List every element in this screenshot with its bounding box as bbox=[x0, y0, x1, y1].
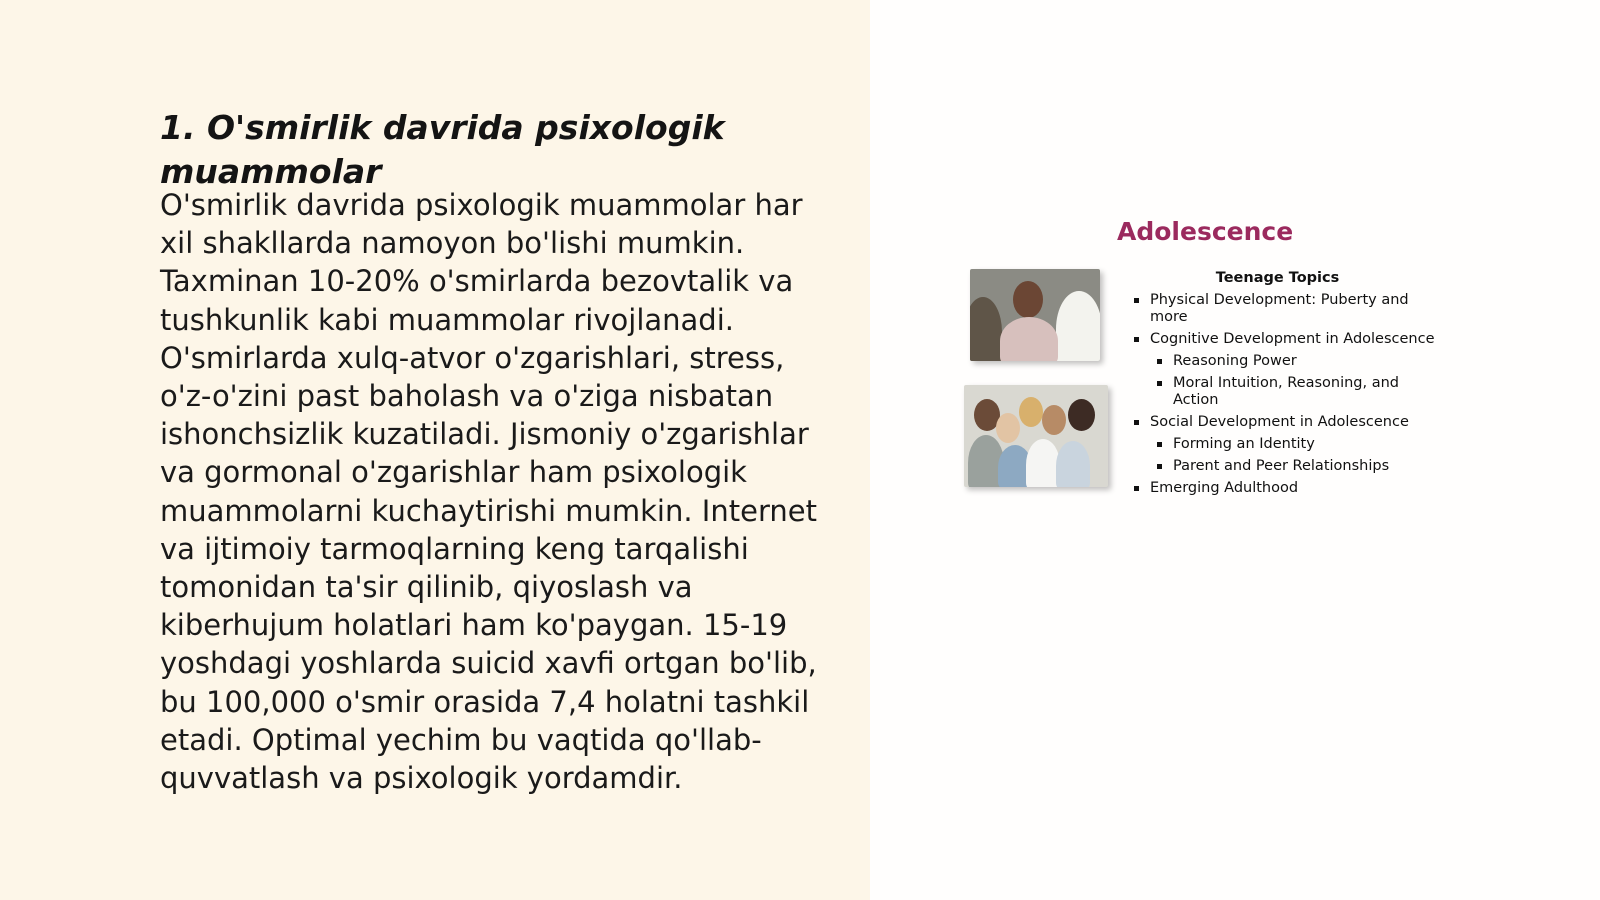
topic-item bbox=[1128, 292, 1443, 326]
square-bullet-icon bbox=[1134, 337, 1139, 342]
topics-list bbox=[1128, 292, 1443, 502]
square-bullet-icon bbox=[1157, 359, 1162, 364]
teen-girl-photo bbox=[970, 269, 1100, 361]
subtopic-item bbox=[1128, 375, 1443, 409]
slide-body-text: O'smirlik davrida psixologik muammolar har xil shakllarda namoyon bo'lishi mumkin. Taxminan 10-20% o'smirlarda bezovtalik va tushkunlik kabi muammolar rivojlanadi. O'smirlarda xulq-atvor o'zgarishlari, stress, o'z-o'zini past baholash va o'ziga nisbatan ishonchsizlik kuzatiladi. Jismoniy o'zgarishlar va gormonal o'zgarishlar ham psixologik muammolarni kuchaytirishi mumkin. Internet va ijtimoiy tarmoqlarning keng tarqalishi tomonidan ta'sir qilinib, qiyoslash va kiberhujum holatlari ham ko'paygan. 15-19 yoshdagi yoshlarda suicid xavfi ortgan bo'lib, bu 100,000 o'smir orasida 7,4 holatni tashkil etadi. Optimal yechim bu vaqtida qo'llab-quvvatlash va psixologik yordamdir. bbox=[160, 188, 817, 796]
topic-label: Cognitive Development in Adolescence bbox=[1150, 331, 1435, 347]
square-bullet-icon bbox=[1157, 442, 1162, 447]
subtopic-item bbox=[1128, 458, 1443, 475]
topic-item bbox=[1128, 480, 1443, 497]
embedded-slide-image bbox=[950, 205, 1450, 535]
subtopic-item bbox=[1128, 353, 1443, 370]
topic-label: Emerging Adulthood bbox=[1150, 480, 1299, 496]
embedded-slide-title: Adolescence bbox=[1117, 217, 1294, 246]
subtopic-label: Reasoning Power bbox=[1173, 353, 1297, 369]
square-bullet-icon bbox=[1134, 298, 1139, 303]
subtopic-item bbox=[1128, 436, 1443, 453]
topic-item bbox=[1128, 414, 1443, 431]
square-bullet-icon bbox=[1134, 486, 1139, 491]
topic-label: Physical Development: Puberty and more bbox=[1150, 292, 1409, 325]
slide-title: 1. O'smirlik davrida psixologik muammolar bbox=[160, 108, 725, 191]
subtopic-label: Forming an Identity bbox=[1173, 436, 1315, 452]
square-bullet-icon bbox=[1157, 381, 1162, 386]
square-bullet-icon bbox=[1134, 420, 1139, 425]
topics-heading: Teenage Topics bbox=[1215, 270, 1340, 286]
topic-label: Social Development in Adolescence bbox=[1150, 414, 1409, 430]
square-bullet-icon bbox=[1157, 464, 1162, 469]
topic-item bbox=[1128, 331, 1443, 348]
subtopic-label: Parent and Peer Relationships bbox=[1173, 458, 1390, 474]
subtopic-label: Moral Intuition, Reasoning, and Action bbox=[1173, 375, 1399, 408]
teen-group-photo bbox=[964, 385, 1108, 487]
